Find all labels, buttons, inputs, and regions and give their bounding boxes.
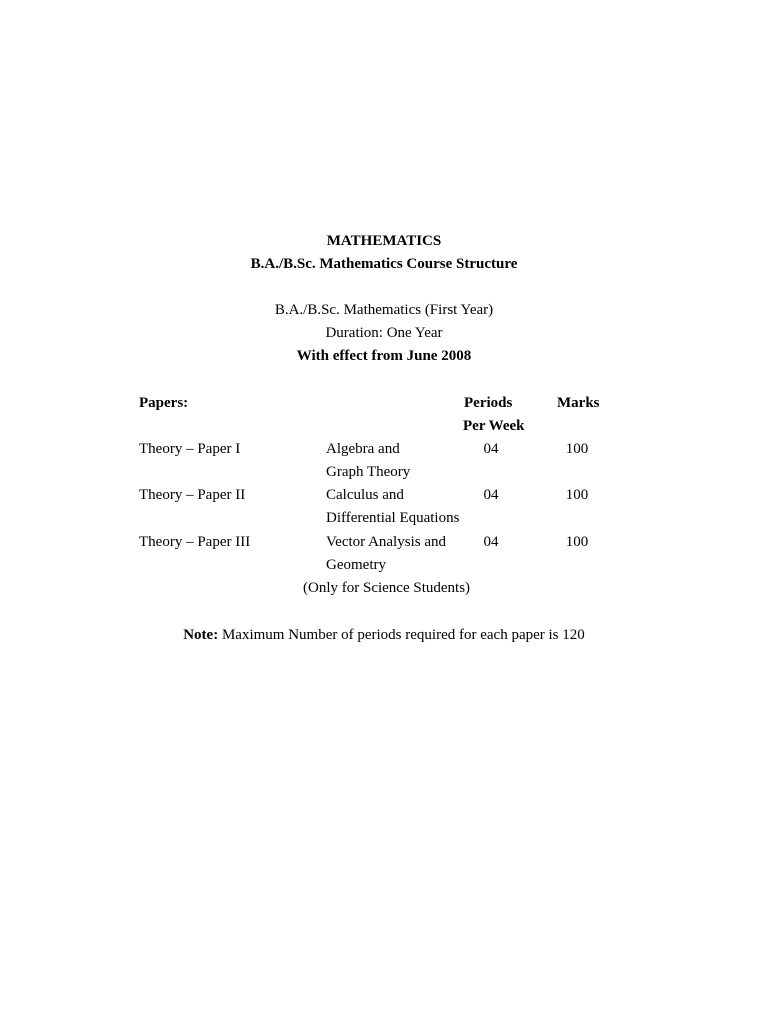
table-row-periods: 04: [483, 441, 499, 457]
table-row-subject-cont: Geometry: [326, 557, 386, 573]
marks-header: Marks: [557, 395, 600, 411]
table-row-paper: Theory – Paper II: [139, 487, 246, 503]
table-row-periods: 04: [483, 534, 499, 550]
note-label: Note:: [183, 627, 219, 643]
document-title: MATHEMATICS: [326, 233, 442, 249]
periods-header: Periods: [464, 395, 513, 411]
table-row-paper: Theory – Paper III: [139, 534, 251, 550]
effective-date: With effect from June 2008: [296, 348, 472, 364]
table-row-subject-cont: Graph Theory: [326, 464, 411, 480]
duration-line: Duration: One Year: [325, 325, 443, 341]
program-name: B.A./B.Sc. Mathematics (First Year): [274, 302, 494, 318]
note-line: [0, 625, 768, 645]
table-row-subject-cont: Differential Equations: [326, 510, 460, 526]
table-row-marks: 100: [565, 487, 589, 503]
table-row-periods: 04: [483, 487, 499, 503]
table-row-marks: 100: [565, 441, 589, 457]
table-row-subject: Calculus and: [326, 487, 404, 503]
periods-per-week-header: Per Week: [463, 418, 525, 434]
science-students-footnote: (Only for Science Students): [303, 580, 471, 596]
table-row-subject: Vector Analysis and: [326, 534, 446, 550]
papers-header: Papers:: [139, 395, 189, 411]
table-row-subject: Algebra and: [326, 441, 400, 457]
document-subtitle: B.A./B.Sc. Mathematics Course Structure: [250, 256, 518, 272]
note-text: Maximum Number of periods required for each paper is 120: [218, 627, 585, 643]
table-row-paper: Theory – Paper I: [139, 441, 241, 457]
table-row-marks: 100: [565, 534, 589, 550]
